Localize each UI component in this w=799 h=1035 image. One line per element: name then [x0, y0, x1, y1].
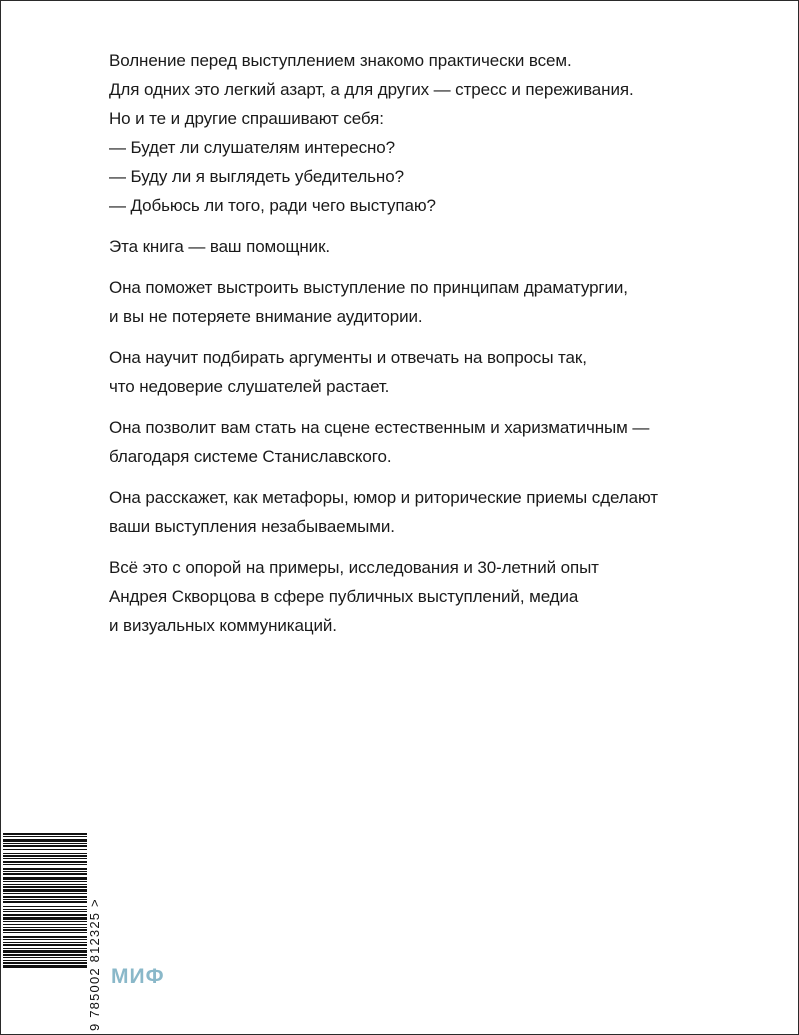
question-list — [109, 133, 709, 220]
barcode-bar — [3, 914, 87, 916]
barcode-bar — [3, 849, 87, 850]
barcode-bar — [3, 960, 87, 961]
publisher-logo — [111, 965, 165, 989]
barcode-bar — [3, 877, 87, 880]
intro-paragraph — [109, 46, 709, 133]
text-line: Она поможет выстроить выступление по принципам драматургии, — [109, 278, 628, 297]
barcode-bars — [3, 833, 87, 1031]
barcode-bar — [3, 911, 87, 912]
logo-text: МИФ — [111, 965, 165, 988]
text-line: что недоверие слушателей растает. — [109, 377, 390, 396]
barcode-bar — [3, 873, 87, 875]
text-line: Она позволит вам стать на сцене естественным и харизматичным — — [109, 418, 650, 437]
barcode-bar — [3, 944, 87, 946]
barcode-bar — [3, 843, 87, 844]
text-line: Волнение перед выступлением знакомо практически всем. — [109, 51, 572, 70]
helper-paragraph — [109, 232, 709, 261]
text-line: Но и те и другие спрашивают себя: — [109, 109, 384, 128]
barcode-bar — [3, 954, 87, 956]
barcode-bar — [3, 924, 87, 925]
barcode-bar — [3, 868, 87, 870]
text-line: ваши выступления незабываемыми. — [109, 517, 395, 536]
barcode-bar — [3, 896, 87, 898]
text-line: Для одних это легкий азарт, а для других — стресс и переживания. — [109, 80, 634, 99]
barcode-bar — [3, 889, 87, 892]
barcode-bar — [3, 948, 87, 949]
barcode-bar — [3, 899, 87, 900]
question-item: — Добьюсь ли того, ради чего выступаю? — [109, 196, 436, 215]
barcode-bar — [3, 957, 87, 958]
barcode-bar — [3, 845, 87, 847]
barcode-bar — [3, 861, 87, 863]
barcode-bar — [3, 936, 87, 938]
barcode-bar — [3, 833, 87, 835]
barcode-bar — [3, 864, 87, 865]
text-line: Эта книга — ваш помощник. — [109, 237, 331, 256]
barcode-bar — [3, 927, 87, 928]
barcode-bar — [3, 909, 87, 910]
barcode-bar — [3, 939, 87, 940]
question-item: — Буду ли я выглядеть убедительно? — [109, 167, 404, 186]
text-line: Она расскажет, как метафоры, юмор и риторические приемы сделают — [109, 488, 658, 507]
benefit-paragraph — [109, 483, 709, 541]
barcode-bar — [3, 921, 87, 922]
barcode-bar — [3, 855, 87, 857]
benefit-paragraph — [109, 273, 709, 331]
isbn-barcode — [3, 833, 89, 1033]
text-line: благодаря системе Станиславского. — [109, 447, 392, 466]
barcode-bar — [3, 853, 87, 854]
text-line: и вы не потеряете внимание аудитории. — [109, 307, 423, 326]
benefit-paragraph — [109, 343, 709, 401]
barcode-bar — [3, 906, 87, 907]
isbn-digits: 9 785002 812325 > — [87, 898, 102, 1031]
barcode-bar — [3, 950, 87, 953]
barcode-bar — [3, 893, 87, 894]
barcode-bar — [3, 929, 87, 931]
question-item: — Будет ли слушателям интересно? — [109, 138, 395, 157]
barcode-bar — [3, 884, 87, 885]
author-paragraph — [109, 553, 709, 640]
barcode-bar — [3, 871, 87, 872]
barcode-bar — [3, 836, 87, 837]
barcode-bar — [3, 839, 87, 842]
barcode-bar — [3, 881, 87, 882]
text-line: Андрея Скворцова в сфере публичных выступлений, медиа — [109, 587, 579, 606]
benefit-paragraph — [109, 413, 709, 471]
barcode-bar — [3, 942, 87, 943]
barcode-bar — [3, 901, 87, 903]
text-line: Всё это с опорой на примеры, исследования и 30-летний опыт — [109, 558, 599, 577]
annotation-text — [109, 46, 709, 652]
barcode-bar — [3, 917, 87, 920]
text-line: и визуальных коммуникаций. — [109, 616, 337, 635]
barcode-bar — [3, 858, 87, 859]
barcode-bar — [3, 886, 87, 888]
barcode-bar — [3, 965, 87, 968]
barcode-bar — [3, 932, 87, 933]
barcode-bar — [3, 962, 87, 964]
text-line: Она научит подбирать аргументы и отвечать на вопросы так, — [109, 348, 587, 367]
